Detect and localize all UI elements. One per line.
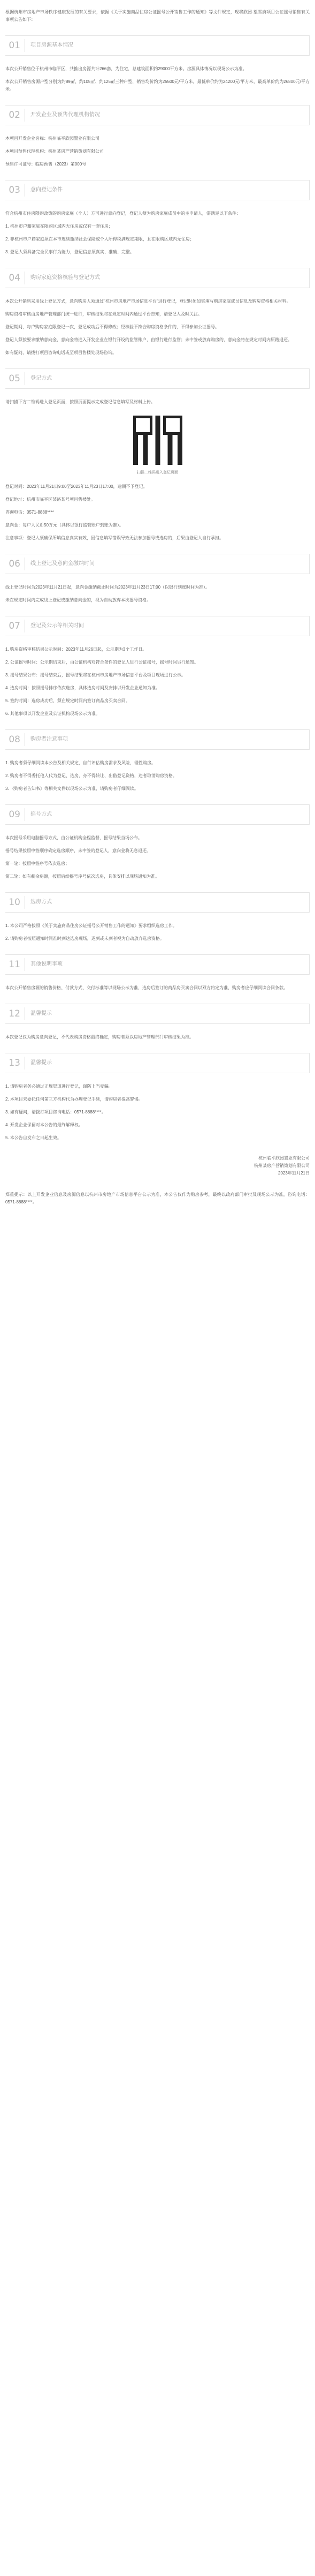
section-title: 项目房源基本情况 <box>30 42 73 48</box>
section-number: 10 <box>9 897 20 908</box>
section-header <box>5 804 310 825</box>
section-paragraph: 预售许可证号：临房预售（2023）第000号 <box>5 162 87 167</box>
section-title: 摇号方式 <box>30 811 52 817</box>
document-page <box>0 9 315 1217</box>
section-number: 02 <box>9 110 20 120</box>
section-header <box>5 954 310 975</box>
section-paragraph: 符合杭州市住房限购政策的购房家庭（个人）方可进行意向登记，登记人须为购房家庭成员中的主申请人，需满足以下条件： <box>5 211 241 216</box>
section-paragraph: 2. 购房者不得委托他人代为登记、选房，亦不得转让、出借登记资格，违者取消购房资格。 <box>5 773 177 778</box>
section-header <box>5 729 310 750</box>
section-paragraph: 登记期间，每户购房家庭限登记一次，登记成功后不得修改；经核验不符合购房资格条件的，不得参加公证摇号。 <box>5 325 219 329</box>
section-header <box>5 105 310 125</box>
section-paragraph: 本次摇号采用电脑摇号方式，由公证机构全程监督，摇号结果当场公布。 <box>5 835 142 840</box>
section-header <box>5 1053 310 1073</box>
signoff-date: 2023年11月21日 <box>278 1171 310 1176</box>
sections-container <box>5 35 310 1142</box>
section-paragraph: 咨询电话：0571-8888**** <box>5 510 54 515</box>
section-header <box>5 180 310 200</box>
section-title: 意向登记条件 <box>30 187 63 193</box>
section-number: 07 <box>9 621 20 631</box>
section-paragraph: 本项目预售代理机构：杭州某房产营销策划有限公司 <box>5 149 104 154</box>
section-paragraph: 2. 本项目未委托任何第三方机构代为办理登记手续，请购房者提高警惕。 <box>5 1097 143 1102</box>
section-title: 选房方式 <box>30 899 52 905</box>
section-paragraph: 4. 选房时间：按照摇号排序依次选房，具体选房时间及安排以开发企业通知为准。 <box>5 686 160 690</box>
section-paragraph: 意向金：每户人民币50万元（具体以银行监管账户到账为准）。 <box>5 523 124 528</box>
section-paragraph: 2. 公证摇号时间：公示期结束后，由公证机构对符合条件的登记人进行公证摇号，摇号时间另行通知。 <box>5 660 198 665</box>
section-paragraph: 本次公开销售房源户型分别为约89㎡、约105㎡、约125㎡三种户型，销售均价约为25500元/平方米，最低单价约为24200元/平方米，最高单价约为26800元/平方米。 <box>5 79 310 92</box>
section-paragraph: 登记时间：2023年11月21日9:00至2023年11月23日17:00，逾期不予登记。 <box>5 484 148 489</box>
section-title: 开发企业及预售代理机构情况 <box>30 112 100 118</box>
section-title: 其他说明事项 <box>30 961 63 967</box>
section-paragraph: 本项目开发企业名称：杭州临平欣园置业有限公司 <box>5 136 99 141</box>
section-header <box>5 368 310 389</box>
section-paragraph: 1. 本公司严格按照《关于实施商品住房公证摇号公开销售工作的通知》要求组织选房工作。 <box>5 923 177 928</box>
section-header <box>5 892 310 913</box>
section-title: 登记方式 <box>30 375 52 381</box>
section-paragraph: 请扫描下方二维码进入登记页面，按照页面提示完成登记信息填写及材料上传。 <box>5 400 155 404</box>
section-title: 线上登记及意向金缴纳时间 <box>30 561 95 567</box>
section-title: 温馨提示 <box>30 1060 52 1066</box>
section-number: 04 <box>9 273 20 283</box>
section-paragraph: 1. 杭州市户籍家庭在限购区域内无住房或仅有一套住房； <box>5 224 113 229</box>
qr-code-icon[interactable] <box>132 415 183 466</box>
section-paragraph: 6. 其他事项以开发企业及公证机构现场公示为准。 <box>5 711 100 716</box>
section-paragraph: 1. 购房资格审核结果公示时间：2023年11月26日起，公示期为3个工作日。 <box>5 647 147 652</box>
section-title: 登记及公示等相关时间 <box>30 623 84 629</box>
section-number: 08 <box>9 734 20 745</box>
section-title: 购房家庭资格核验与登记方式 <box>30 275 100 281</box>
section-paragraph: 登记人须按要求缴纳意向金，意向金将进入开发企业在银行开设的监管账户，由银行进行监管；未中签或放弃购房的，意向金将在规定时间内原路退还。 <box>5 337 292 342</box>
section-paragraph: 3. 登记人须具备完全民事行为能力，登记信息须真实、准确、完整。 <box>5 250 134 254</box>
section-title: 温馨提示 <box>30 1011 52 1016</box>
section-paragraph: 注意事项：登记人须确保所填信息真实有效，因信息填写错误导致无法参加摇号或选房的，后果由登记人自行承担。 <box>5 536 224 540</box>
qr-code-block <box>5 415 310 466</box>
section-paragraph: 第一轮：按照中签序号依次选房； <box>5 861 70 866</box>
section-paragraph: 3. 《购房者告知书》等相关文件以现场公示为准，请购房者仔细阅读。 <box>5 786 139 791</box>
section-paragraph: 未在规定时间内完成线上登记或缴纳意向金的，视为自动放弃本次摇号资格。 <box>5 598 151 602</box>
section-paragraph: 购房资格审核由房地产管理部门统一进行，审核结果将在规定时间内通过平台告知，请登记人及时关注。 <box>5 312 202 317</box>
qr-caption: 扫描二维码进入登记页面 <box>137 471 178 474</box>
section-number: 09 <box>9 809 20 820</box>
section-paragraph: 线上登记时间为2023年11月21日起，意向金缴纳截止时间为2023年11月23日17:00（以银行到账时间为准）。 <box>5 585 210 590</box>
section-paragraph: 1. 购房者须仔细阅读本公告及相关规定，自行评估购房需求及风险，理性购房。 <box>5 760 156 765</box>
section-number: 03 <box>9 185 20 195</box>
section-paragraph: 1. 请购房者务必通过正规渠道进行登记，谨防上当受骗。 <box>5 1084 113 1089</box>
section-number: 12 <box>9 1008 20 1019</box>
signoff-block <box>5 1155 310 1177</box>
section-header <box>5 268 310 288</box>
signoff-company: 杭州临平欣园置业有限公司 <box>258 1156 310 1161</box>
section-paragraph: 登记地址：杭州市临平区某路某号项目售楼处。 <box>5 497 95 502</box>
intro-paragraph: 根据杭州市房地产市场秩序健康发展的有关要求，依据《关于实施商品住房公证摇号公开销售工作的通知》等文件规定，现将欣园·望雪府项目公证摇号销售有关事项公告如下： <box>5 10 310 22</box>
section-paragraph: 4. 开发企业保留对本公告的最终解释权。 <box>5 1123 83 1127</box>
section-header <box>5 35 310 56</box>
section-paragraph: 2. 非杭州市户籍家庭须在本市连续缴纳社会保险或个人所得税满规定期限，且在限购区域内无住房； <box>5 237 194 242</box>
section-number: 06 <box>9 559 20 569</box>
section-paragraph: 5. 本公告自发布之日起生效。 <box>5 1135 62 1140</box>
section-number: 11 <box>9 959 20 970</box>
section-header <box>5 1004 310 1024</box>
section-number: 13 <box>9 1058 20 1068</box>
section-number: 05 <box>9 373 20 384</box>
section-paragraph: 3. 摇号结果公布：摇号结束后，摇号结果将在杭州市房地产市场信息平台及项目现场进行公示。 <box>5 673 186 677</box>
section-paragraph: 本次公开销售位于杭州市临平区，共推出房源共计266套，为住宅，总建筑面积约29000平方米。房源具体情况以现场公示为准。 <box>5 66 247 71</box>
footer-notice: 郑重提示：以上开发企业信息及房源信息以杭州市房地产市场信息平台公示为准，本公告仅作为购房参考，最终以政府部门审批及现场公示为准，咨询电话：0571-8888****。 <box>5 1192 310 1204</box>
section-header <box>5 554 310 574</box>
signoff-agent: 杭州某房产营销策划有限公司 <box>254 1163 310 1168</box>
section-paragraph: 第二轮：如有剩余房源，按照后续摇号序号依次选房，具体安排以现场通知为准。 <box>5 874 159 879</box>
section-number: 01 <box>9 40 20 51</box>
section-paragraph: 本次公开销售采用线上登记方式，意向购房人须通过"杭州市房地产市场信息平台"进行登记，登记时须如实填写购房家庭成员信息及购房资格相关材料。 <box>5 299 291 304</box>
section-header <box>5 616 310 636</box>
section-title: 购房者注意事项 <box>30 736 68 742</box>
section-paragraph: 摇号结果按照中签顺序确定选房顺序，未中签的登记人，意向金将无息退还。 <box>5 848 151 853</box>
section-paragraph: 如有疑问，请拨打项目咨询电话或至项目售楼处现场咨询。 <box>5 350 117 355</box>
section-paragraph: 3. 如有疑问，请拨打项目咨询电话：0571-8888****。 <box>5 1110 106 1114</box>
section-paragraph: 5. 签约时间：选房成功后，须在规定时间内签订商品房买卖合同。 <box>5 698 130 703</box>
section-paragraph: 本次登记仅为购房意向登记，不代表购房资格最终确定，购房者须以房地产管理部门审核结果为准。 <box>5 1035 194 1040</box>
section-paragraph: 2. 请购房者按照通知时间准时到达选房现场，迟到或未到者视为自动放弃选房资格。 <box>5 936 164 941</box>
section-paragraph: 本次公开销售房源的销售价格、付款方式、交付标准等以现场公示为准，选房后签订的商品房买卖合同以双方约定为准，购房者应仔细阅读合同条款。 <box>5 985 288 990</box>
